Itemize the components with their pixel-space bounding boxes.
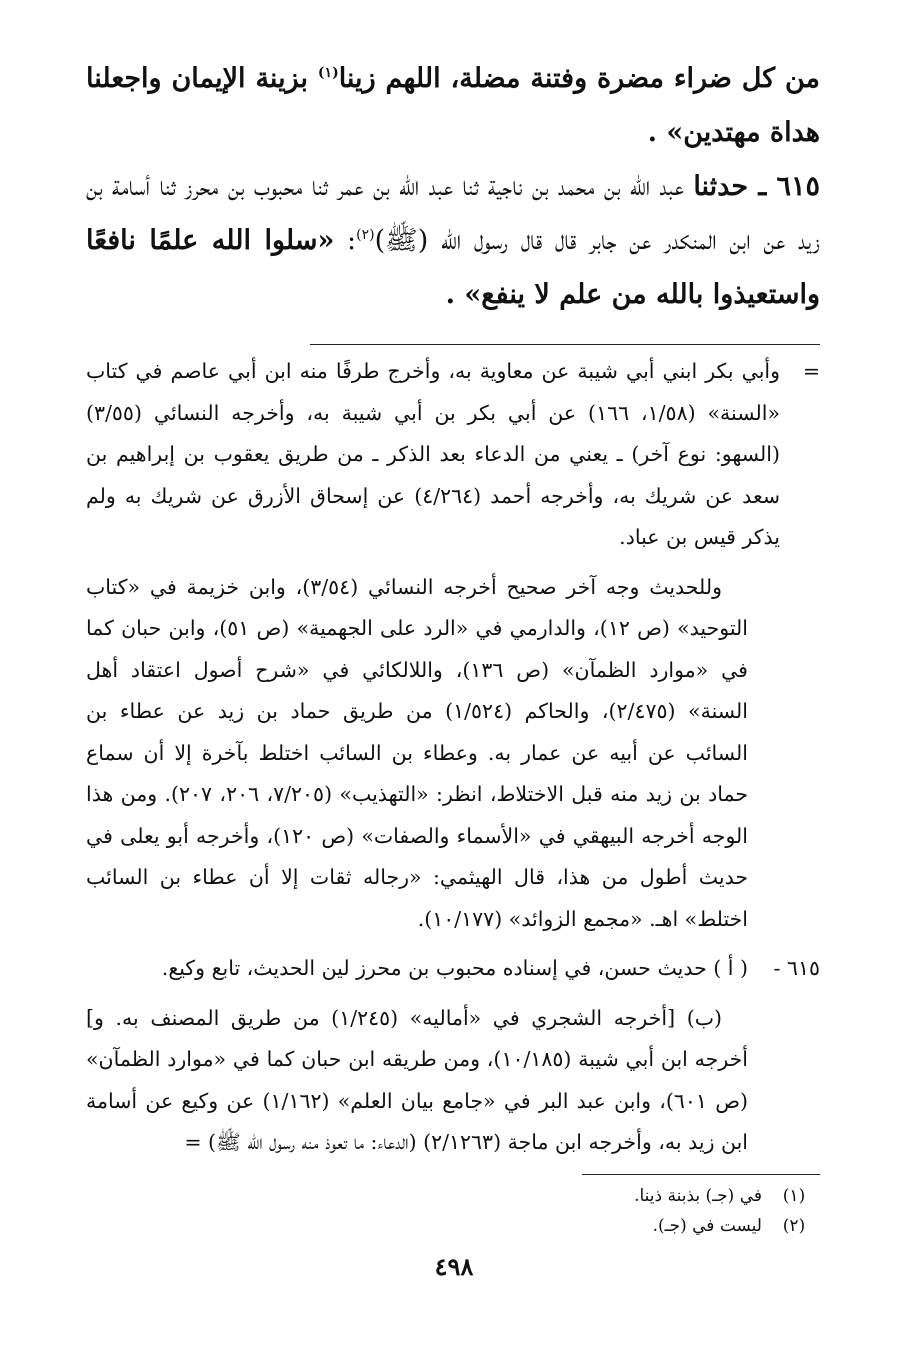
note-615-b: (ب) [أخرجه الشجري في «أماليه» (١/٢٤٥) من طريق المصنف به. و] أخرجه ابن أبي شيبة (١٠/١٨٥)، ومن طريقه ابن حبان كما في «موارد الظمآن» (ص ٦٠١)، وابن عبد البر في «جامع بيان العلم» (١/١٦٢) عن وكيع عن أسامة ابن زيد به، وأخرجه ابن ماجة (٢/١٢٦٣) (الدعاء: ما تعوذ منه رسول الله ﷺ) = [86,1005,748,1154]
main-separator [310,344,820,345]
note-615-b-wrap [86,998,820,1164]
paragraph-1 [86,52,820,160]
continuation-mark: = [802,359,820,383]
continued-note-text: وأبي بكر ابني أبي شيبة عن معاوية به، وأخرج طرفًا منه ابن أبي عاصم في كتاب «السنة» (١/٥٨، ١٦٦) عن أبي بكر بن أبي شيبة به، وأخرجه النسائي (٣/٥٥) (السهو: نوع آخر) ـ يعني من الدعاء بعد الذكر ـ من طريق يعقوب بن إبراهيم بن سعد عن شريك به، وأخرجه أحمد (٤/٢٦٤) عن إسحاق الأزرق عن شريك به ولم يذكر قيس بن عباد. [86,359,781,549]
paragraph-615 [86,160,820,322]
footnote-2-text: ليست في (جـ). [652,1215,762,1236]
main-text [86,52,820,322]
footnote-1-text: في (جـ) بذبنة ذينا. [634,1185,762,1206]
note-paragraph-wrap [86,567,820,941]
hadith-isnad: عبد الله بن محمد بن ناجية ثنا عبد الله بن عمر ثنا محبوب بن محرز ثنا أسامة بن زيد عن ابن المنكدر عن جابر قال قال رسول الله (ﷺ) [86,171,820,256]
footnote-1-number: (١) [782,1185,806,1206]
commentary [86,351,820,1164]
footnote-2-number: (٢) [782,1215,806,1236]
footnote-ref-1[interactable]: (١) [317,65,339,81]
p1-text-b: بزينة الإيمان واجعلنا هداة مهتدين» . [86,63,820,148]
footnote-1 [86,1181,820,1211]
footnote-separator [582,1174,820,1175]
footnote-ref-2[interactable]: (٢) [356,227,375,243]
hadith-colon: : [334,225,357,256]
hadith-number: ٦١٥ ـ [758,171,820,202]
footnotes [86,1181,820,1241]
note-paragraph-2: وللحديث وجه آخر صحيح أخرجه النسائي (٣/٥٤)، وابن خزيمة في «كتاب التوحيد» (ص ١٢)، والدارمي في «الرد على الجهمية» (ص ٥١)، وابن حبان كما في «موارد الظمآن» (ص ١٣٦)، واللالكائي في «شرح أصول اعتقاد أهل السنة» (٢/٤٧٥)، والحاكم (١/٥٢٤) من طريق حماد بن زيد عن عطاء بن السائب عن أبيه عن عمار به. وعطاء بن السائب اختلط بآخرة إلا أن سماع حماد بن زيد منه قبل الاختلاط، انظر: «التهذيب» (٧/٢٠٥، ٢٠٦، ٢٠٧). ومن هذا الوجه أخرجه البيهقي في «الأسماء والصفات» (ص ١٢٠)، وأخرجه أبو يعلى في حديث أطول من هذا، قال الهيثمي: «رجاله ثقات إلا أن عطاء بن السائب اختلط» اهـ. «مجمع الزوائد» (١٠/١٧٧). [86,574,749,931]
continued-note [86,351,820,559]
hadith-matn: «سلوا الله علمًا نافعًا واستعيذوا بالله من علم لا ينفع» . [86,225,820,310]
p1-text-a: من كل ضراء مضرة وفتنة مضلة، اللهم زينا [338,63,820,94]
note-615-label: ٦١٥ - [773,956,820,980]
page-number: ٤٩٨ [434,1252,474,1281]
hadith-lead: حدثنا [693,171,759,202]
footnote-2 [86,1211,820,1241]
note-615 [86,948,820,990]
note-615-a: ( أ ) حديث حسن، في إسناده محبوب بن محرز لين الحديث، تابع وكيع. [161,956,748,980]
